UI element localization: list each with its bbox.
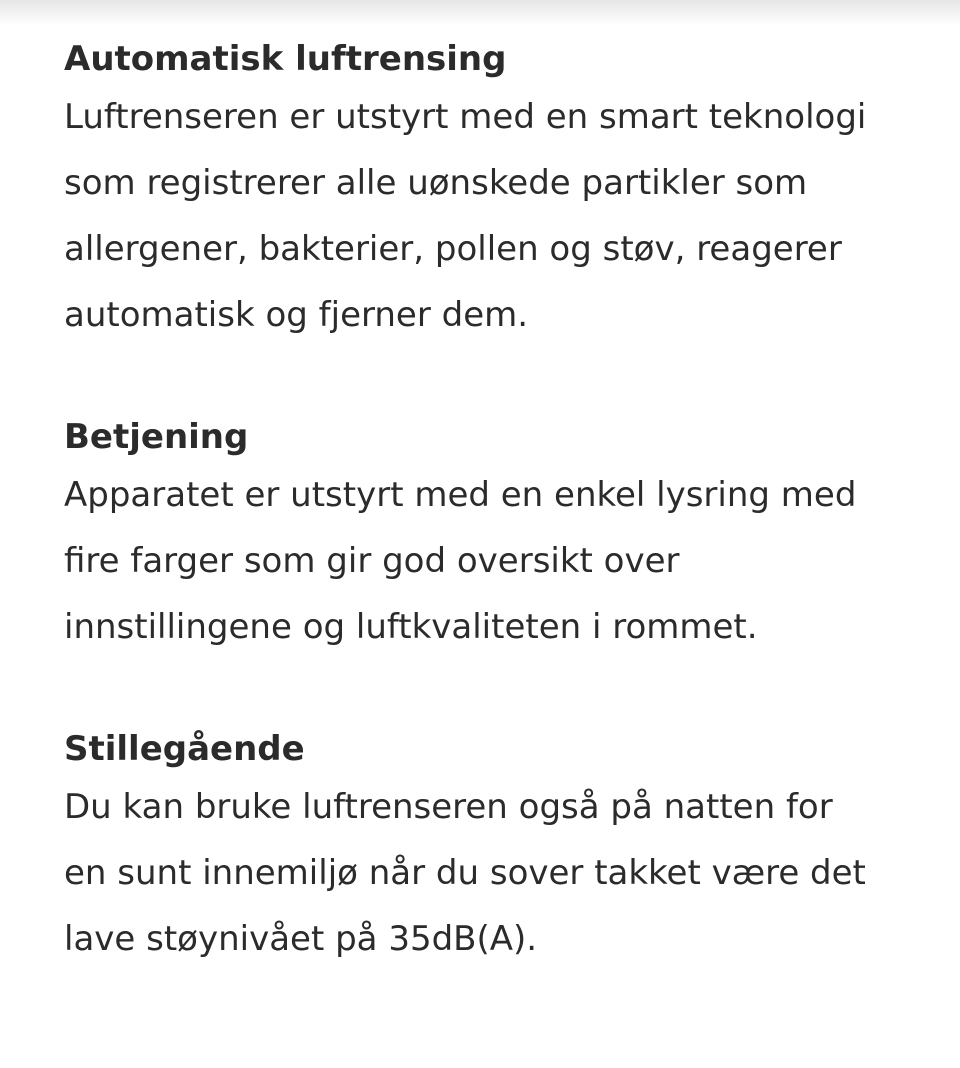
section-title: Automatisk luftrensing: [64, 39, 507, 79]
section-betjening: [64, 414, 924, 660]
section-stillegaende: [64, 726, 924, 972]
body-line: fire farger som gir god oversikt over: [64, 541, 680, 581]
product-description: [64, 36, 924, 1038]
body-line: automatisk og fjerner dem.: [64, 295, 529, 335]
body-line: Luftrenseren er utstyrt med en smart teknologi: [64, 97, 867, 137]
section-body: [64, 84, 924, 348]
section-body: [64, 462, 924, 660]
section-body: [64, 774, 924, 972]
body-line: Du kan bruke luftrenseren også på natten for: [64, 787, 833, 827]
body-line: lave støynivået på 35dB(A).: [64, 919, 538, 959]
section-title: Stillegående: [64, 729, 305, 769]
section-automatisk-luftrensing: [64, 36, 924, 348]
body-line: allergener, bakterier, pollen og støv, reagerer: [64, 229, 842, 269]
body-line: som registrerer alle uønskede partikler som: [64, 163, 808, 203]
body-line: innstillingene og luftkvaliteten i rommet.: [64, 607, 758, 647]
body-line: Apparatet er utstyrt med en enkel lysring med: [64, 475, 857, 515]
body-line: en sunt innemiljø når du sover takket være det: [64, 853, 866, 893]
section-title: Betjening: [64, 417, 249, 457]
top-bar-shadow: [0, 0, 960, 26]
